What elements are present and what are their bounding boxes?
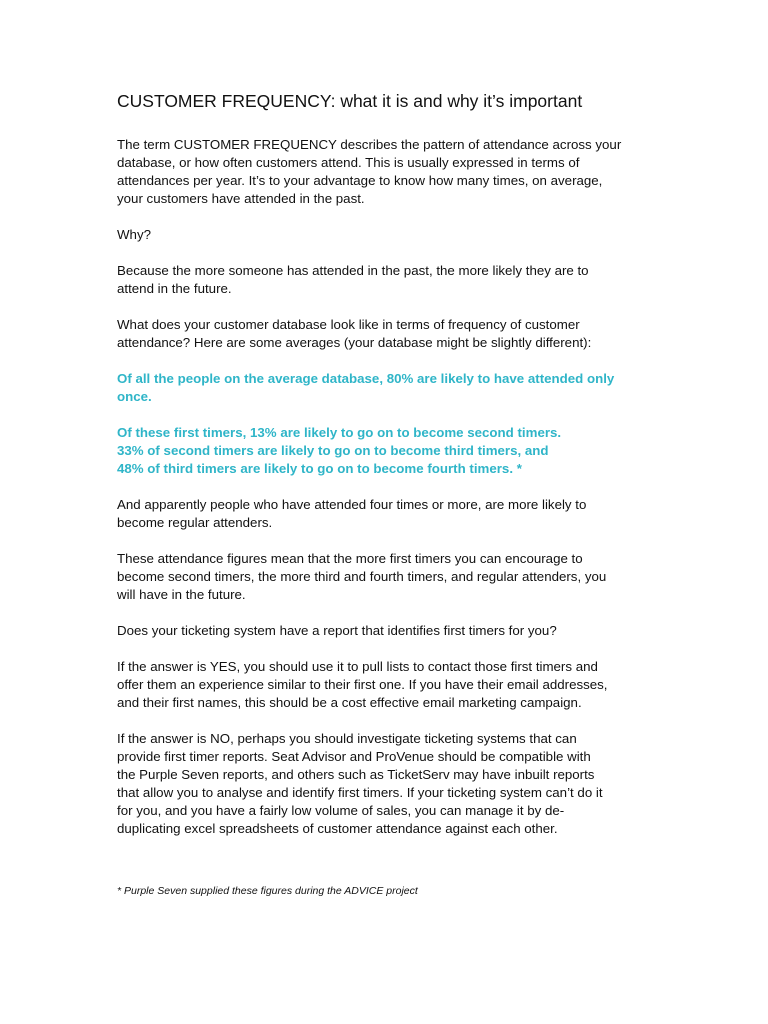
- text-line: The term CUSTOMER FREQUENCY describes the pattern of attendance across your: [117, 137, 622, 152]
- document-page: [117, 90, 657, 856]
- text-line: Does your ticketing system have a report that identifies first timers for you?: [117, 623, 557, 638]
- text-line: for you, and you have a fairly low volume of sales, you can manage it by de-: [117, 803, 565, 818]
- highlight-statistic-timers: [117, 424, 657, 478]
- text-line: will have in the future.: [117, 587, 246, 602]
- text-line: What does your customer database look like in terms of frequency of customer: [117, 317, 580, 332]
- text-line: that allow you to analyse and identify first timers. If your ticketing system can’t do it: [117, 785, 603, 800]
- text-line: attend in the future.: [117, 281, 232, 296]
- text-line: If the answer is NO, perhaps you should investigate ticketing systems that can: [117, 731, 577, 746]
- text-line: the Purple Seven reports, and others such as TicketServ may have inbuilt reports: [117, 767, 595, 782]
- paragraph-answer-yes: [117, 658, 657, 712]
- text-line: become second timers, the more third and fourth timers, and regular attenders, you: [117, 569, 607, 584]
- text-line: Because the more someone has attended in the past, the more likely they are to: [117, 263, 589, 278]
- paragraph-database-question: [117, 316, 657, 352]
- text-line: Of all the people on the average database, 80% are likely to have attended only: [117, 371, 615, 386]
- text-line: duplicating excel spreadsheets of customer attendance against each other.: [117, 821, 558, 836]
- paragraph-ticketing-question: [117, 622, 657, 640]
- text-line: And apparently people who have attended four times or more, are more likely to: [117, 497, 587, 512]
- text-line: become regular attenders.: [117, 515, 273, 530]
- text-line: These attendance figures mean that the more first timers you can encourage to: [117, 551, 583, 566]
- paragraph-why: [117, 226, 657, 244]
- text-line: attendance? Here are some averages (your database might be slightly different):: [117, 335, 592, 350]
- paragraph-answer-no: [117, 730, 657, 838]
- paragraph-because: [117, 262, 657, 298]
- footnote: * Purple Seven supplied these figures during the ADVICE project: [117, 885, 418, 897]
- text-line: attendances per year. It’s to your advantage to know how many times, on average,: [117, 173, 603, 188]
- text-line: offer them an experience similar to their first one. If you have their email addresses,: [117, 677, 608, 692]
- text-line: and their first names, this should be a cost effective email marketing campaign.: [117, 695, 582, 710]
- paragraph-figures-meaning: [117, 550, 657, 604]
- text-line: 48% of third timers are likely to go on to become fourth timers. *: [117, 461, 522, 476]
- highlight-statistic-once: [117, 370, 657, 406]
- text-line: Of these first timers, 13% are likely to go on to become second timers.: [117, 425, 562, 440]
- text-line: your customers have attended in the past.: [117, 191, 365, 206]
- text-line: 33% of second timers are likely to go on to become third timers, and: [117, 443, 549, 458]
- text-line: provide first timer reports. Seat Advisor and ProVenue should be compatible with: [117, 749, 591, 764]
- page-title: CUSTOMER FREQUENCY: what it is and why it’s important: [117, 91, 583, 111]
- text-line: Why?: [117, 227, 151, 242]
- text-line: once.: [117, 389, 152, 404]
- text-line: If the answer is YES, you should use it to pull lists to contact those first timers and: [117, 659, 598, 674]
- paragraph-definition: [117, 136, 657, 208]
- text-line: database, or how often customers attend. This is usually expressed in terms of: [117, 155, 580, 170]
- paragraph-regular-attenders: [117, 496, 657, 532]
